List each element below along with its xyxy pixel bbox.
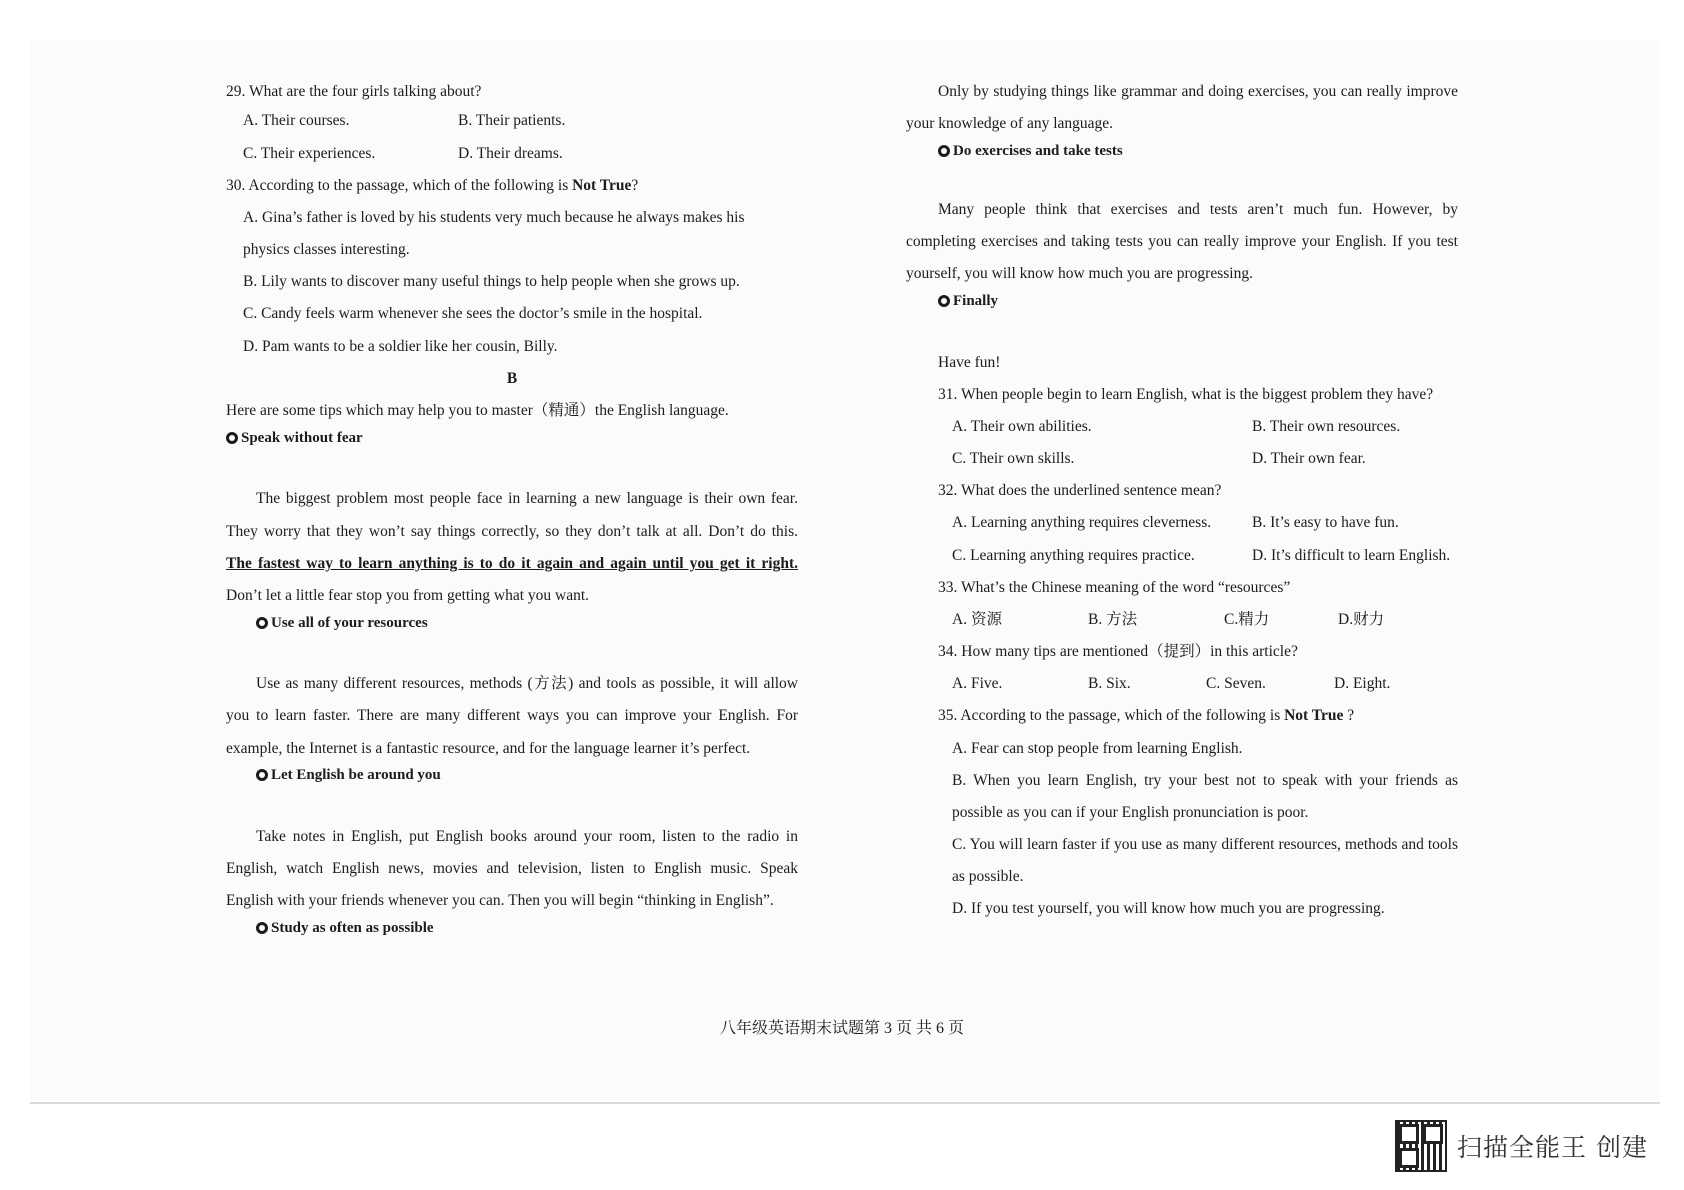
q34-option-b: B. Six. [1088,675,1131,693]
q31-options-row-2 [952,449,1458,469]
sheet-edge [30,1102,1660,1104]
q34-option-c: C. Seven. [1206,675,1266,693]
q32-option-d: D. It’s difficult to learn English. [1252,546,1451,564]
circle-bullet-icon [256,922,268,934]
q33-option-c: C.精力 [1224,610,1270,628]
tip-5-line-1: Many people think that exercises and tests aren’t much fun. However, by [938,200,1458,218]
tip-heading-5: Do exercises and take tests [938,141,1458,161]
q34-option-d: D. Eight. [1334,675,1391,693]
circle-bullet-icon [938,145,950,157]
tip-heading-1: Speak without fear [226,428,798,448]
scanner-watermark [1395,1120,1648,1172]
circle-bullet-icon [256,769,268,781]
tip-2-line-3: example, the Internet is a fantastic resource, and for the language learner it’s perfect. [226,739,751,757]
question-30: 30. According to the passage, which of the following is Not True? [226,176,639,194]
q29-options-row-2 [243,144,798,164]
tip-4-line-1: Only by studying things like grammar and doing exercises, you can really improve [938,83,1458,100]
q29-options-row-1 [243,111,798,131]
circle-bullet-icon [256,617,268,629]
q29-option-a: A. Their courses. [243,112,350,130]
tip-1-line-1: The biggest problem most people face in learning a new language is their own fear. [256,490,798,508]
q29-option-b: B. Their patients. [458,112,566,130]
q32-options-row-1 [952,513,1458,533]
question-29: 29. What are the four girls talking about? [226,83,482,100]
q30-option-b: B. Lily wants to discover many useful things to help people when she grows up. [243,273,740,291]
circle-bullet-icon [938,295,950,307]
q30-option-a: A. Gina’s father is loved by his students very much because he always makes his [243,208,745,226]
underlined-sentence: The fastest way to learn anything is to do it again and again until you get it right. [226,554,798,572]
watermark-text: 扫描全能王 创建 [1457,1133,1648,1162]
q35-option-b: B. When you learn English, try your best not to speak with your friends as [952,771,1458,789]
q32-options-row-2 [952,546,1458,566]
tip-3-line-1: Take notes in English, put English books around your room, listen to the radio in [256,828,798,846]
q35-option-d: D. If you test yourself, you will know how much you are progressing. [952,900,1385,918]
tip-5-line-3: yourself, you will know how much you are progressing. [906,265,1253,283]
question-31: 31. When people begin to learn English, what is the biggest problem they have? [938,385,1434,403]
question-32: 32. What does the underlined sentence mean? [938,482,1222,500]
tip-1-line-4: Don’t let a little fear stop you from getting what you want. [226,586,590,604]
tip-heading-4: Study as often as possible [256,918,798,938]
q29-option-c: C. Their experiences. [243,144,376,162]
q34-options [952,674,1458,694]
tip-3-line-2: English, watch English news, movies and television, listen to English music. Speak [226,860,798,878]
tip-3-line-3: English with your friends whenever you can. Then you will begin “thinking in English”. [226,892,774,910]
circle-bullet-icon [226,432,238,444]
q33-option-d: D.财力 [1338,610,1385,628]
tip-heading-3: Let English be around you [256,765,798,785]
q32-option-b: B. It’s easy to have fun. [1252,514,1399,532]
question-34: 34. How many tips are mentioned（提到）in this article? [938,643,1298,661]
question-33: 33. What’s the Chinese meaning of the word “resources” [938,578,1291,596]
q32-option-a: A. Learning anything requires cleverness. [952,514,1212,532]
q35-option-b-cont: possible as you can if your English pronunciation is poor. [952,803,1309,821]
q34-option-a: A. Five. [952,675,1003,693]
passage-intro: Here are some tips which may help you to master（精通）the English language. [226,401,729,419]
qr-code-icon [1395,1120,1447,1172]
tip-4-line-2: your knowledge of any language. [906,115,1114,133]
q33-option-b: B. 方法 [1088,610,1138,628]
page-footer: 八年级英语期末试题第 3 页 共 6 页 [719,1020,964,1037]
tip-heading-2: Use all of your resources [256,613,798,633]
tip-2-line-2: you to learn faster. There are many different ways you can improve your English. For [226,707,798,725]
q31-option-d: D. Their own fear. [1252,450,1366,468]
q31-option-a: A. Their own abilities. [952,418,1092,435]
tip-5-line-2: completing exercises and taking tests you can really improve your English. If you test [906,233,1458,251]
q35-option-a: A. Fear can stop people from learning English. [952,739,1243,757]
q32-option-c: C. Learning anything requires practice. [952,546,1195,564]
q31-options-row-1 [952,417,1458,437]
q31-option-b: B. Their own resources. [1252,418,1401,435]
tip-heading-6: Finally [938,291,1458,311]
q35-option-c-cont: as possible. [952,868,1024,886]
section-label: B [506,369,518,387]
q35-option-c: C. You will learn faster if you use as many different resources, methods and tools [952,836,1458,854]
tip-1-line-2: They worry that they won’t say things correctly, so they don’t talk at all. Don’t do this. [226,522,798,540]
tip-2-line-1: Use as many different resources, methods (方法) and tools as possible, it will allow [256,675,798,693]
q30-option-a-cont: physics classes interesting. [243,241,410,259]
q30-option-c: C. Candy feels warm whenever she sees the doctor’s smile in the hospital. [243,305,703,323]
question-35: 35. According to the passage, which of the following is Not True ? [938,707,1355,725]
tip-6-text: Have fun! [938,353,1001,371]
q30-option-d: D. Pam wants to be a soldier like her cousin, Billy. [243,337,558,355]
q31-option-c: C. Their own skills. [952,450,1075,468]
q29-option-d: D. Their dreams. [458,144,563,162]
q33-option-a: A. 资源 [952,610,1002,628]
q33-options [952,610,1458,630]
